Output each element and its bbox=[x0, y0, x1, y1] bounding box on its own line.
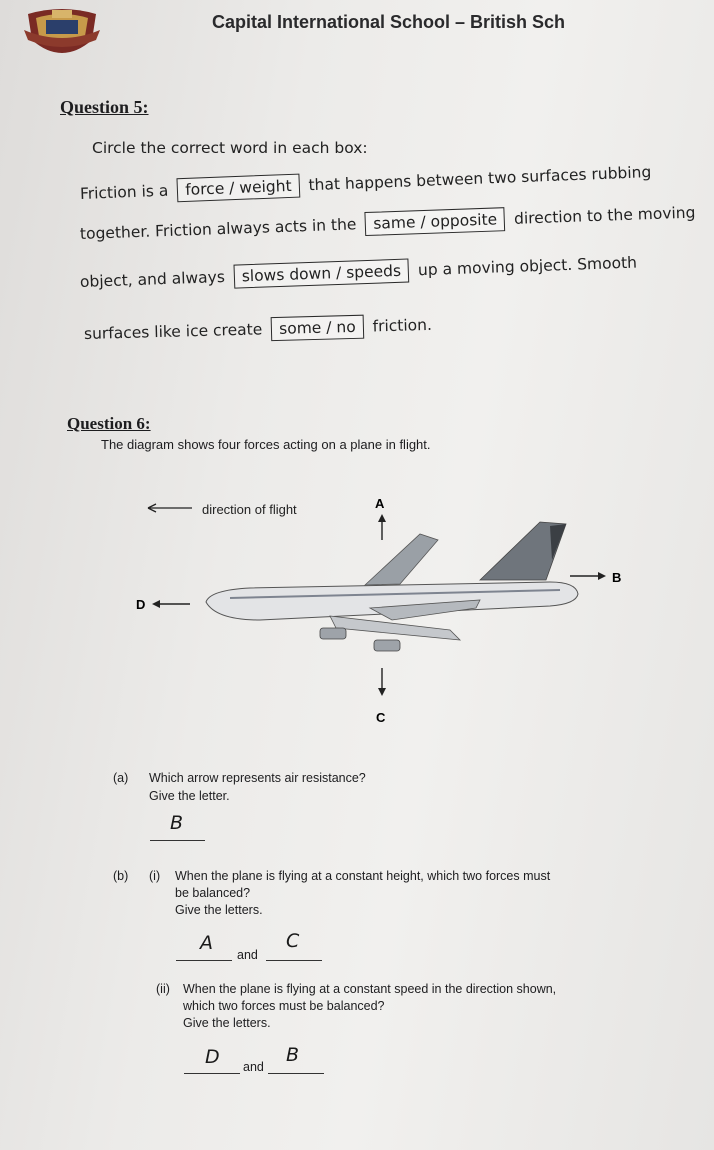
part-b-ii-instruction: Give the letters. bbox=[183, 1016, 271, 1030]
school-crest-icon bbox=[22, 0, 102, 62]
q5-line-2-after: direction to the moving bbox=[513, 203, 696, 228]
q5-line-4 bbox=[84, 313, 433, 346]
part-b-i-answer-line-1[interactable] bbox=[176, 960, 232, 961]
label-c: C bbox=[376, 710, 386, 725]
part-b-ii-answer-2: B bbox=[286, 1044, 300, 1066]
arrow-a-lift bbox=[378, 514, 386, 540]
q5-line-1 bbox=[80, 160, 652, 206]
q5-line-4-before: surfaces like ice create bbox=[83, 320, 263, 343]
q5-line-3 bbox=[80, 251, 638, 294]
part-b-i-answer-2: C bbox=[286, 930, 300, 952]
label-d: D bbox=[136, 597, 146, 612]
part-b-i-answer-line-2[interactable] bbox=[266, 960, 322, 961]
part-b-label: (b) bbox=[113, 869, 129, 883]
part-b-ii-answer-line-2[interactable] bbox=[268, 1073, 324, 1074]
airplane-icon bbox=[206, 522, 578, 651]
part-a-answer-line[interactable] bbox=[150, 840, 205, 841]
part-b-i-question-2: be balanced? bbox=[175, 886, 251, 900]
question-6-title: Question 6: bbox=[67, 414, 151, 433]
question-5-title: Question 5: bbox=[60, 97, 149, 117]
question-5-instruction: Circle the correct word in each box: bbox=[92, 139, 368, 157]
question-6-intro: The diagram shows four forces acting on a plane in flight. bbox=[101, 437, 431, 452]
plane-forces-diagram bbox=[120, 490, 640, 730]
part-b-i-label: (i) bbox=[149, 869, 161, 883]
choice-box-force-weight[interactable]: force / weight bbox=[177, 174, 300, 203]
part-a-answer: B bbox=[170, 812, 184, 834]
arrow-d-thrust bbox=[152, 600, 190, 608]
part-a-instruction: Give the letter. bbox=[149, 789, 230, 803]
part-a-label: (a) bbox=[113, 771, 129, 785]
q5-line-3-before: object, and always bbox=[79, 267, 226, 291]
part-b-i-answer-1: A bbox=[200, 932, 213, 954]
part-b-ii-answer-1: D bbox=[205, 1046, 220, 1068]
choice-box-same-opposite[interactable]: same / opposite bbox=[365, 207, 506, 236]
q5-line-2 bbox=[80, 201, 696, 246]
choice-box-some-no[interactable]: some / no bbox=[271, 315, 364, 341]
label-a: A bbox=[375, 496, 385, 511]
q5-line-1-after: that happens between two surfaces rubbing bbox=[308, 163, 652, 195]
direction-of-flight-label: direction of flight bbox=[202, 502, 297, 517]
direction-arrow bbox=[148, 504, 192, 512]
part-b-ii-question-1: When the plane is flying at a constant speed in the direction shown, bbox=[183, 982, 557, 996]
school-name: Capital International School – British Sch bbox=[212, 12, 566, 32]
q5-line-4-after: friction. bbox=[372, 315, 433, 336]
part-b-i-instruction: Give the letters. bbox=[175, 903, 263, 917]
choice-box-slows-speeds[interactable]: slows down / speeds bbox=[233, 259, 409, 289]
part-b-i-question-1: When the plane is flying at a constant height, which two forces must bbox=[175, 869, 551, 883]
part-b-i-and: and bbox=[237, 948, 258, 962]
part-b-ii-answer-line-1[interactable] bbox=[184, 1073, 240, 1074]
arrow-b-drag bbox=[570, 572, 606, 580]
part-b-ii-and: and bbox=[243, 1060, 264, 1074]
part-b-ii-label: (ii) bbox=[156, 982, 170, 996]
q5-line-3-after: up a moving object. Smooth bbox=[417, 253, 638, 280]
part-b-ii-question-2: which two forces must be balanced? bbox=[183, 999, 385, 1013]
q5-line-2-before: together. Friction always acts in the bbox=[79, 215, 357, 243]
arrow-c-weight bbox=[378, 668, 386, 696]
part-a-question: Which arrow represents air resistance? bbox=[149, 771, 366, 785]
label-b: B bbox=[612, 570, 622, 585]
q5-line-1-before: Friction is a bbox=[79, 181, 169, 203]
